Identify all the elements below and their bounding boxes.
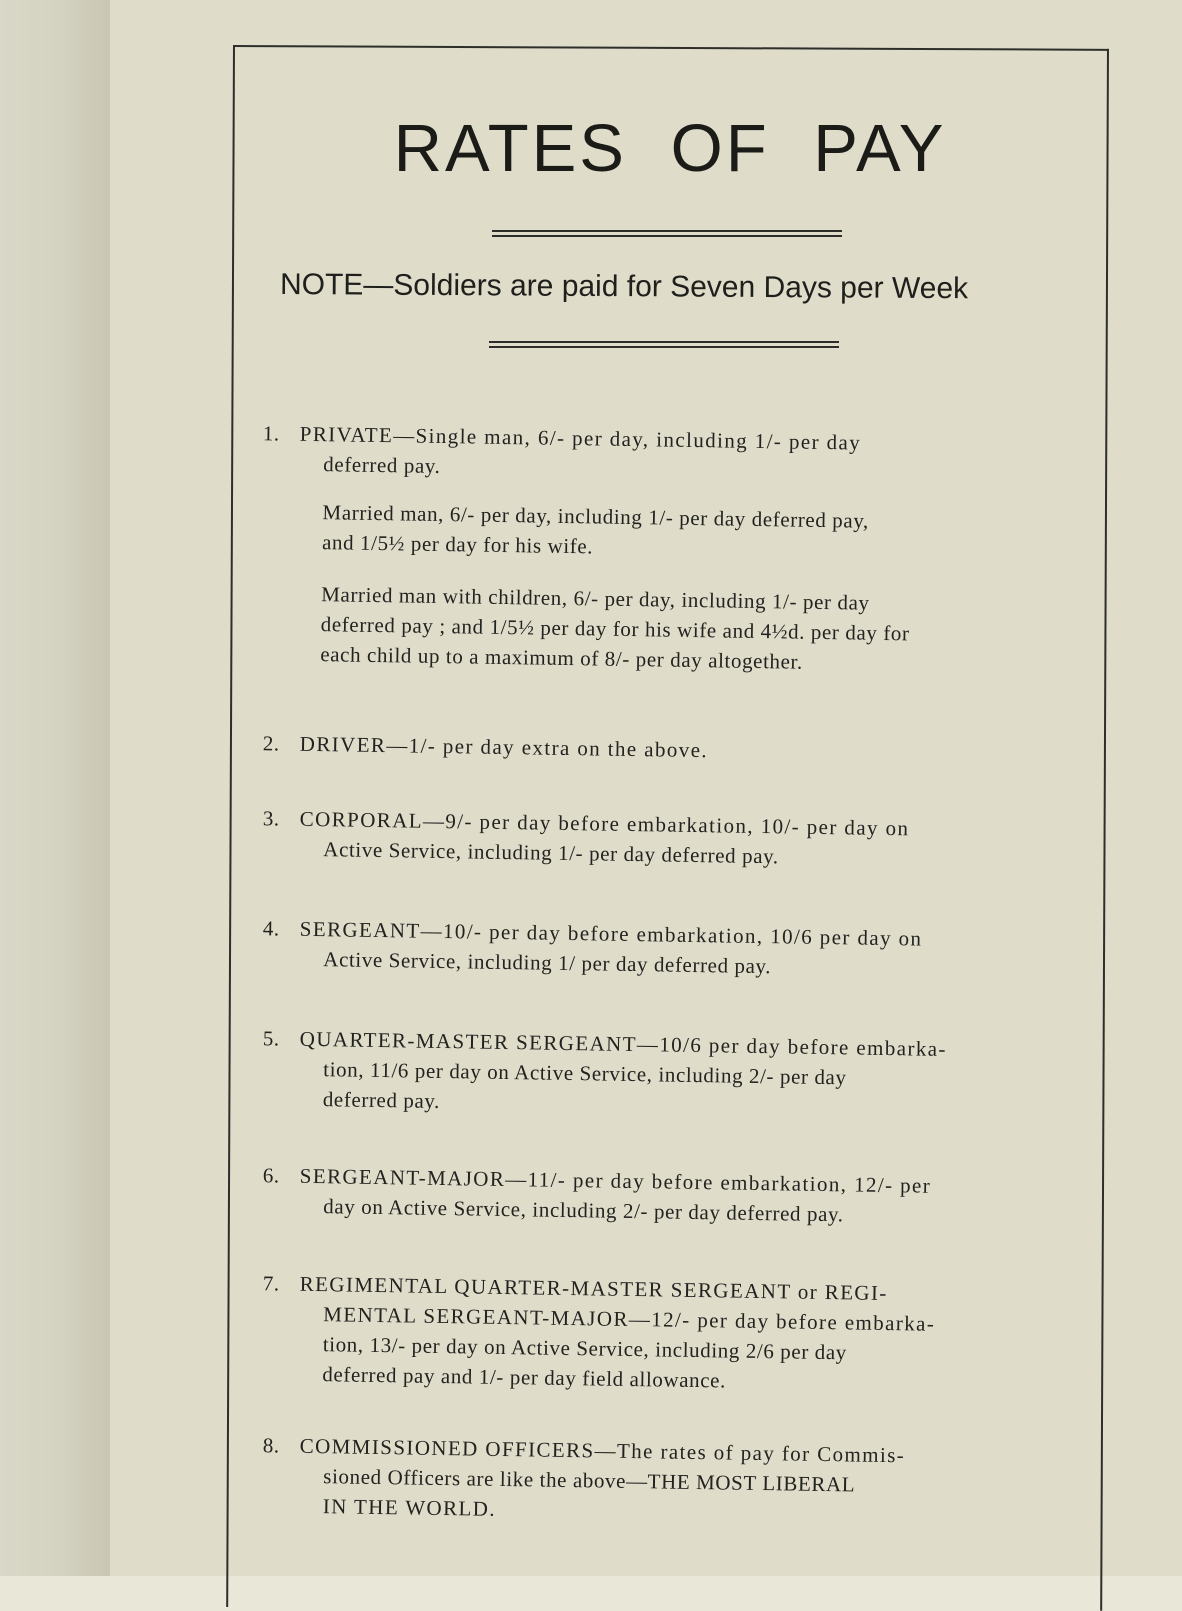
item-number: 1. bbox=[262, 421, 280, 446]
item-number: 7. bbox=[262, 1271, 280, 1296]
item-line: REGIMENTAL QUARTER-MASTER SERGEANT or REGI- bbox=[299, 1271, 888, 1306]
item-number: 3. bbox=[262, 806, 280, 831]
item-number: 5. bbox=[262, 1026, 280, 1051]
item-line: DRIVER—1/- per day extra on the above. bbox=[299, 731, 709, 763]
item-line: sioned Officers are like the above—THE MOST LIBERAL bbox=[323, 1464, 856, 1497]
item-line: SERGEANT-MAJOR—11/- per day before embarkation, 12/- per bbox=[299, 1163, 932, 1198]
book-gutter-shadow bbox=[0, 0, 112, 1576]
item-line: QUARTER-MASTER SERGEANT—10/6 per day before embarka- bbox=[299, 1026, 948, 1061]
pay-item-sergeant bbox=[249, 913, 1070, 986]
note-line: NOTE—Soldiers are paid for Seven Days per Week bbox=[279, 268, 969, 306]
item-line: and 1/5½ per day for his wife. bbox=[321, 530, 594, 559]
item-line: deferred pay and 1/- per day field allowance. bbox=[322, 1362, 727, 1393]
double-rule-bottom bbox=[489, 341, 839, 348]
pay-item-regimental bbox=[248, 1268, 1070, 1401]
item-line: Active Service, including 1/- per day deferred pay. bbox=[323, 837, 779, 869]
item-line: CORPORAL—9/- per day before embarkation, 10/- per day on bbox=[299, 806, 910, 841]
item-text bbox=[299, 1024, 1070, 1126]
pay-item-sergeant-major bbox=[249, 1160, 1070, 1233]
item-text bbox=[299, 1431, 1070, 1533]
item-line: MENTAL SERGEANT-MAJOR—12/- per day before embarka- bbox=[323, 1302, 936, 1336]
pay-item-private bbox=[246, 418, 1070, 681]
pay-item-corporal bbox=[249, 803, 1070, 876]
item-line: tion, 11/6 per day on Active Service, including 2/- per day bbox=[323, 1057, 847, 1090]
item-line: deferred pay. bbox=[323, 452, 441, 478]
item-number: 6. bbox=[262, 1163, 280, 1188]
item-number: 8. bbox=[262, 1433, 280, 1458]
pay-item-quarter-master-sergeant bbox=[249, 1023, 1070, 1126]
item-number: 4. bbox=[262, 916, 280, 941]
item-text bbox=[299, 1161, 1070, 1233]
item-line: day on Active Service, including 2/- per day deferred pay. bbox=[323, 1194, 844, 1227]
item-line: COMMISSIONED OFFICERS—The rates of pay for Commis- bbox=[299, 1433, 906, 1468]
item-number: 2. bbox=[262, 731, 280, 756]
item-line: Married man, 6/- per day, including 1/- per day deferred pay, bbox=[322, 500, 870, 533]
item-text bbox=[298, 1269, 1070, 1401]
item-text bbox=[299, 914, 1070, 986]
item-text bbox=[299, 804, 1070, 876]
page-title: RATES OF PAY bbox=[393, 111, 947, 186]
item-line: each child up to a maximum of 8/- per day altogether. bbox=[320, 642, 804, 674]
item-line: tion, 13/- per day on Active Service, including 2/6 per day bbox=[322, 1332, 848, 1365]
pay-item-commissioned-officers bbox=[249, 1430, 1070, 1533]
item-line: IN THE WORLD. bbox=[322, 1494, 497, 1521]
item-line: Married man with children, 6/- per day, including 1/- per day bbox=[321, 582, 870, 615]
item-line: Active Service, including 1/ per day deferred pay. bbox=[323, 947, 772, 979]
item-text bbox=[299, 419, 1070, 491]
double-rule-top bbox=[492, 230, 842, 237]
item-line: PRIVATE—Single man, 6/- per day, including 1/- per day bbox=[299, 421, 862, 455]
item-line: deferred pay. bbox=[322, 1087, 441, 1113]
subparagraph-married bbox=[322, 497, 1069, 569]
item-line: SERGEANT—10/- per day before embarkation, 10/6 per day on bbox=[299, 916, 923, 951]
item-line: deferred pay ; and 1/5½ per day for his wife and 4½d. per day for bbox=[320, 612, 910, 646]
subparagraph-married-children bbox=[320, 579, 1067, 681]
